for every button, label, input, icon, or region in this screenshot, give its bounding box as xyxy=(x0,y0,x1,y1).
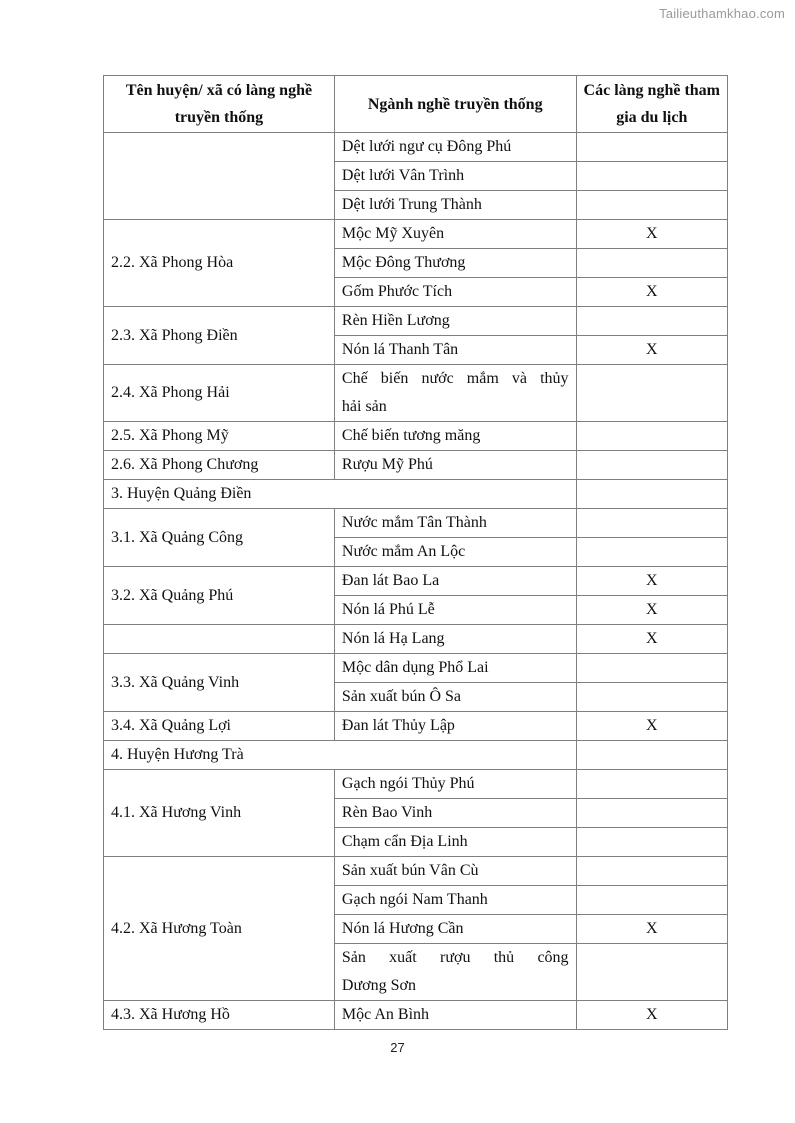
craft-line-2: hải sản xyxy=(341,398,387,415)
tourism-cell xyxy=(576,422,727,451)
craft-cell: Mộc An Bình xyxy=(334,1001,576,1030)
tourism-cell: X xyxy=(576,567,727,596)
craft-cell: Dệt lưới Vân Trình xyxy=(334,162,576,191)
craft-cell: Đan lát Thủy Lập xyxy=(334,712,576,741)
district-row xyxy=(104,741,728,770)
table-row xyxy=(104,133,728,162)
tourism-cell xyxy=(576,770,727,799)
craft-cell: Mộc Đông Thương xyxy=(334,249,576,278)
tourism-cell: X xyxy=(576,625,727,654)
craft-line-2: Dương Sơn xyxy=(341,977,416,994)
page-number: 27 xyxy=(390,1040,405,1055)
commune-cell: 2.5. Xã Phong Mỹ xyxy=(104,422,335,451)
craft-cell: Mộc Mỹ Xuyên xyxy=(334,220,576,249)
craft-cell: Rèn Hiền Lương xyxy=(334,307,576,336)
tourism-cell: X xyxy=(576,712,727,741)
tourism-cell xyxy=(576,654,727,683)
craft-cell: Nước mắm An Lộc xyxy=(334,538,576,567)
table-row xyxy=(104,712,728,741)
craft-cell: Nón lá Hạ Lang xyxy=(334,625,576,654)
tourism-cell xyxy=(576,683,727,712)
commune-cell xyxy=(104,625,335,654)
commune-cell: 2.6. Xã Phong Chương xyxy=(104,451,335,480)
craft-cell: Rèn Bao Vinh xyxy=(334,799,576,828)
commune-cell: 2.2. Xã Phong Hòa xyxy=(104,220,335,307)
tourism-cell xyxy=(576,828,727,857)
commune-cell: 3.2. Xã Quảng Phú xyxy=(104,567,335,625)
craft-cell: Gạch ngói Thủy Phú xyxy=(334,770,576,799)
tourism-cell xyxy=(576,451,727,480)
craft-cell xyxy=(334,365,576,422)
watermark: Tailieuthamkhao.com xyxy=(659,6,785,21)
district-row xyxy=(104,480,728,509)
table-row xyxy=(104,567,728,596)
craft-line-1: Sản xuất rượu thủ công xyxy=(341,949,569,966)
craft-cell: Chế biến tương măng xyxy=(334,422,576,451)
commune-cell: 4.1. Xã Hương Vinh xyxy=(104,770,335,857)
tourism-cell xyxy=(576,944,727,1001)
craft-cell: Gốm Phước Tích xyxy=(334,278,576,307)
craft-cell: Sản xuất bún Ô Sa xyxy=(334,683,576,712)
commune-cell: 2.3. Xã Phong Điền xyxy=(104,307,335,365)
tourism-cell: X xyxy=(576,220,727,249)
table-header-row xyxy=(104,76,728,133)
craft-cell: Sản xuất bún Vân Cù xyxy=(334,857,576,886)
commune-cell: 2.4. Xã Phong Hải xyxy=(104,365,335,422)
tourism-cell xyxy=(576,307,727,336)
tourism-cell: X xyxy=(576,915,727,944)
table-row xyxy=(104,1001,728,1030)
table-row xyxy=(104,857,728,886)
table-row xyxy=(104,770,728,799)
header-tourism: Các làng nghề tham gia du lịch xyxy=(576,76,727,133)
tourism-cell xyxy=(576,799,727,828)
craft-cell: Mộc dân dụng Phổ Lai xyxy=(334,654,576,683)
table-row xyxy=(104,220,728,249)
tourism-cell xyxy=(576,162,727,191)
tourism-cell xyxy=(576,538,727,567)
commune-cell: 3.1. Xã Quảng Công xyxy=(104,509,335,567)
craft-cell: Rượu Mỹ Phú xyxy=(334,451,576,480)
commune-cell xyxy=(104,133,335,220)
tourism-cell: X xyxy=(576,336,727,365)
craft-line-1: Chế biến nước mắm và thủy xyxy=(341,370,569,387)
craft-cell: Nón lá Thanh Tân xyxy=(334,336,576,365)
craft-cell: Nón lá Phú Lễ xyxy=(334,596,576,625)
tourism-cell xyxy=(576,741,727,770)
table-row xyxy=(104,422,728,451)
tourism-cell xyxy=(576,249,727,278)
craft-cell: Chạm cẩn Địa Linh xyxy=(334,828,576,857)
craft-villages-table xyxy=(103,75,728,1030)
tourism-cell xyxy=(576,886,727,915)
tourism-cell xyxy=(576,480,727,509)
header-craft: Ngành nghề truyền thống xyxy=(334,76,576,133)
craft-cell: Gạch ngói Nam Thanh xyxy=(334,886,576,915)
tourism-cell xyxy=(576,365,727,422)
tourism-cell xyxy=(576,857,727,886)
commune-cell: 4.2. Xã Hương Toàn xyxy=(104,857,335,1001)
district-cell: 4. Huyện Hương Trà xyxy=(104,741,577,770)
table-row xyxy=(104,625,728,654)
district-cell: 3. Huyện Quảng Điền xyxy=(104,480,577,509)
craft-cell: Nón lá Hương Cần xyxy=(334,915,576,944)
header-commune: Tên huyện/ xã có làng nghề truyền thống xyxy=(104,76,335,133)
commune-cell: 3.4. Xã Quảng Lợi xyxy=(104,712,335,741)
tourism-cell xyxy=(576,509,727,538)
table-row xyxy=(104,654,728,683)
commune-cell: 3.3. Xã Quảng Vinh xyxy=(104,654,335,712)
craft-cell: Dệt lưới ngư cụ Đông Phú xyxy=(334,133,576,162)
craft-cell: Đan lát Bao La xyxy=(334,567,576,596)
table-row xyxy=(104,451,728,480)
tourism-cell xyxy=(576,191,727,220)
tourism-cell: X xyxy=(576,278,727,307)
craft-cell: Nước mắm Tân Thành xyxy=(334,509,576,538)
craft-cell xyxy=(334,944,576,1001)
table-row xyxy=(104,509,728,538)
commune-cell: 4.3. Xã Hương Hồ xyxy=(104,1001,335,1030)
tourism-cell: X xyxy=(576,1001,727,1030)
tourism-cell: X xyxy=(576,596,727,625)
table-row xyxy=(104,365,728,422)
table-row xyxy=(104,307,728,336)
craft-cell: Dệt lưới Trung Thành xyxy=(334,191,576,220)
tourism-cell xyxy=(576,133,727,162)
